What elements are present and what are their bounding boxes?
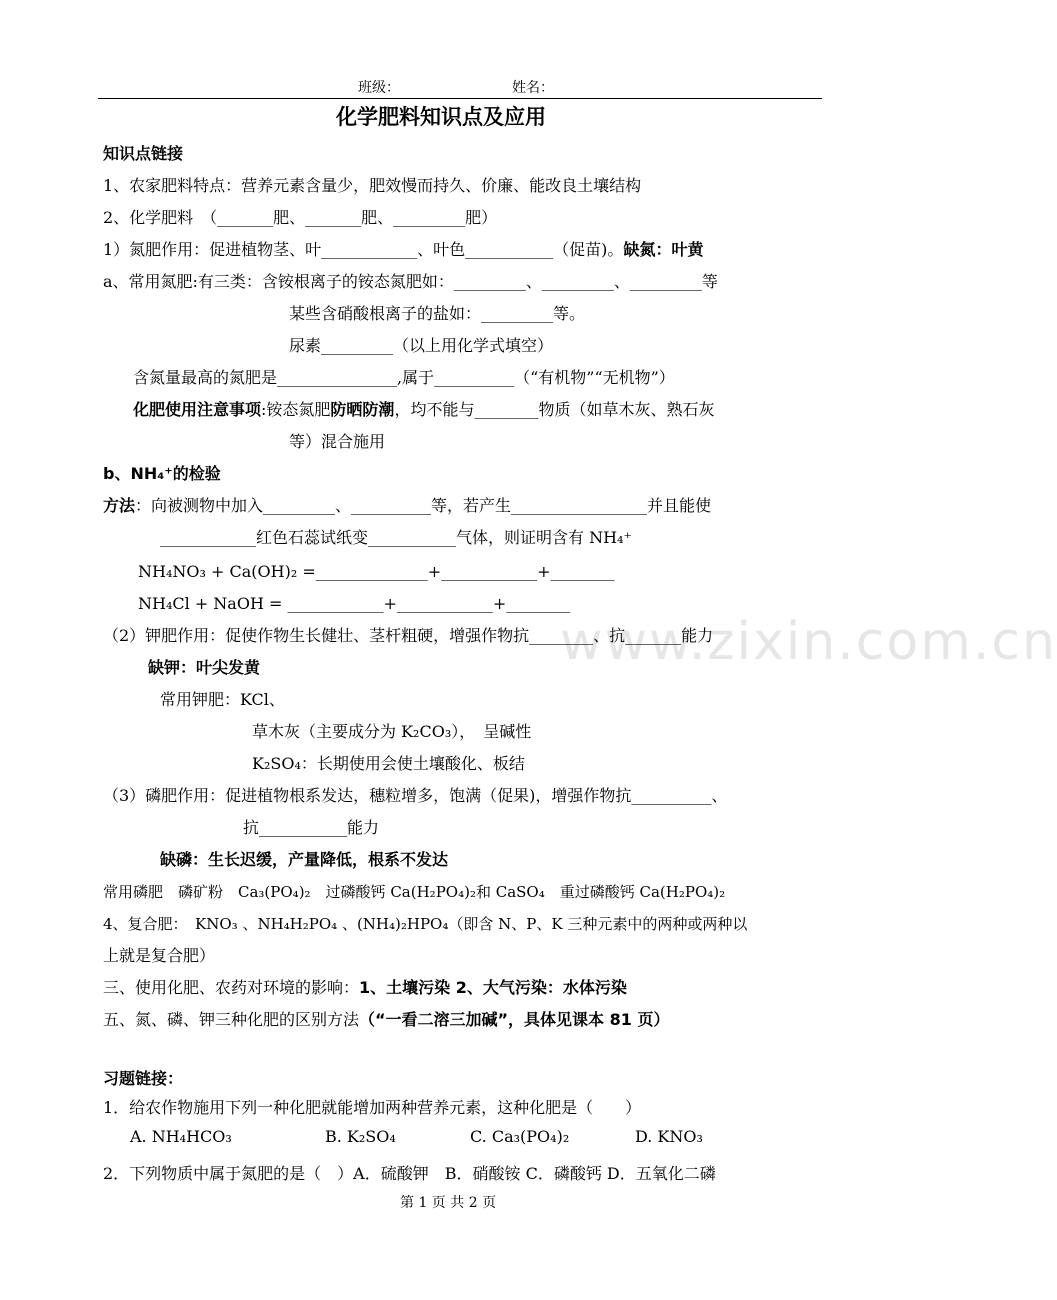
equation-1: NH₄NO₃ + Ca(OH)₂ =______________+____________+________ (138, 562, 615, 581)
line-27 (103, 1009, 669, 1031)
line-24: 4、复合肥： KNO₃ 、NH₄H₂PO₄ 、(NH₄)₂HPO₄（即含 N、P、K 三种元素中的两种或两种以 (103, 915, 748, 933)
question-1-option-d: D. KNO₃ (635, 1127, 703, 1146)
usage-notice-bold: 防晒防潮 (330, 400, 395, 419)
name-label: 姓名： (512, 80, 554, 96)
line-18: 草木灰（主要成分为 K₂CO₃）， 呈碱性 (252, 722, 532, 741)
page-footer: 第 1 页 共 2 页 (400, 1195, 497, 1211)
nitrogen-deficiency: 缺氮：叶黄 (623, 240, 704, 259)
line-15: （2）钾肥作用：促使作物生长健壮、茎杆粗硬，增强作物抗________、抗_______能力 (103, 626, 714, 645)
line-12: ____________红色石蕊试纸变___________气体，则证明含有 NH₄⁺ (160, 528, 632, 547)
usage-notice-label: 化肥使用注意事项 (133, 400, 262, 419)
question-1-option-a: A. NH₄HCO₃ (130, 1127, 232, 1146)
question-1-stem: 1．给农作物施用下列一种化肥就能增加两种营养元素，这种化肥是（ ） (103, 1098, 642, 1117)
line-26 (103, 977, 627, 999)
line-23: 常用磷肥 磷矿粉 Ca₃(PO₄)₂ 过磷酸钙 Ca(H₂PO₄)₂和 CaSO₄ 重过磷酸钙 Ca(H₂PO₄)₂ (103, 883, 726, 901)
usage-notice-rest: ，均不能与________物质（如草木灰、熟石灰 (394, 400, 715, 419)
nitrogen-function: 1）氮肥作用：促进植物茎、叶____________、叶色___________（促苗)。 (103, 240, 624, 259)
environment-impact: 三、使用化肥、农药对环境的影响： (103, 978, 360, 997)
question-1-option-c: C. Ca₃(PO₄)₂ (470, 1127, 570, 1146)
header-rule (98, 98, 822, 99)
distinguish-methods: 五、氮、磷、钾三种化肥的区别方法 (103, 1010, 360, 1029)
distinguish-methods-bold: （“一看二溶三加碱”，具体见课本 81 页） (359, 1010, 670, 1029)
question-1-option-b: B. K₂SO₄ (325, 1127, 396, 1146)
line-4: a、常用氮肥:有三类：含铵根离子的铵态氮肥如：_________、_________、_________等 (103, 272, 718, 291)
watermark: www.zixin.com.cn (560, 612, 1057, 672)
class-label: 班级： (358, 80, 400, 96)
section-heading-exercises: 习题链接： (103, 1069, 184, 1088)
line-2: 2、化学肥料 （_______肥、_______肥、_________肥） (103, 208, 498, 227)
line-25: 上就是复合肥） (103, 946, 216, 965)
method-label: 方法 (103, 496, 136, 515)
environment-pollution: 1、土壤污染 2、大气污染：水体污染 (359, 978, 627, 997)
line-21: 抗___________能力 (243, 818, 380, 837)
line-20: （3）磷肥作用：促进植物根系发达，穗粒增多，饱满（促果)，增强作物抗__________、 (103, 786, 728, 805)
line-22: 缺磷：生长迟缓，产量降低，根系不发达 (160, 850, 449, 869)
page-title: 化学肥料知识点及应用 (336, 105, 546, 129)
line-10: b、NH₄⁺的检验 (103, 464, 221, 483)
equation-2: NH₄Cl + NaOH = ____________+____________+________ (138, 594, 571, 613)
line-1: 1、农家肥料特点：营养元素含量少，肥效慢而持久、价廉、能改良土壤结构 (103, 176, 642, 195)
line-6: 尿素_________（以上用化学式填空） (289, 336, 554, 355)
line-11 (103, 495, 711, 517)
line-7: 含氮量最高的氮肥是_______________,属于__________（“有机物”“无机物”） (133, 368, 675, 387)
method-text: ：向被测物中加入_________、__________等，若产生_________________并且能使 (135, 496, 712, 515)
question-2: 2．下列物质中属于氮肥的是（ ）A．硫酸钾 B．硝酸铵 C．磷酸钙 D．五氧化二磷 (103, 1164, 716, 1183)
line-3 (103, 239, 703, 261)
line-9: 等）混合施用 (289, 432, 386, 451)
line-5: 某些含硝酸根离子的盐如：_________等。 (289, 304, 586, 323)
line-19: K₂SO₄：长期使用会使土壤酸化、板结 (252, 754, 525, 773)
line-8 (133, 399, 714, 421)
section-heading-knowledge: 知识点链接 (103, 144, 184, 163)
line-17: 常用钾肥：KCl、 (160, 690, 285, 709)
usage-notice-text: :铵态氮肥 (261, 400, 331, 419)
line-16: 缺钾：叶尖发黄 (148, 658, 261, 677)
